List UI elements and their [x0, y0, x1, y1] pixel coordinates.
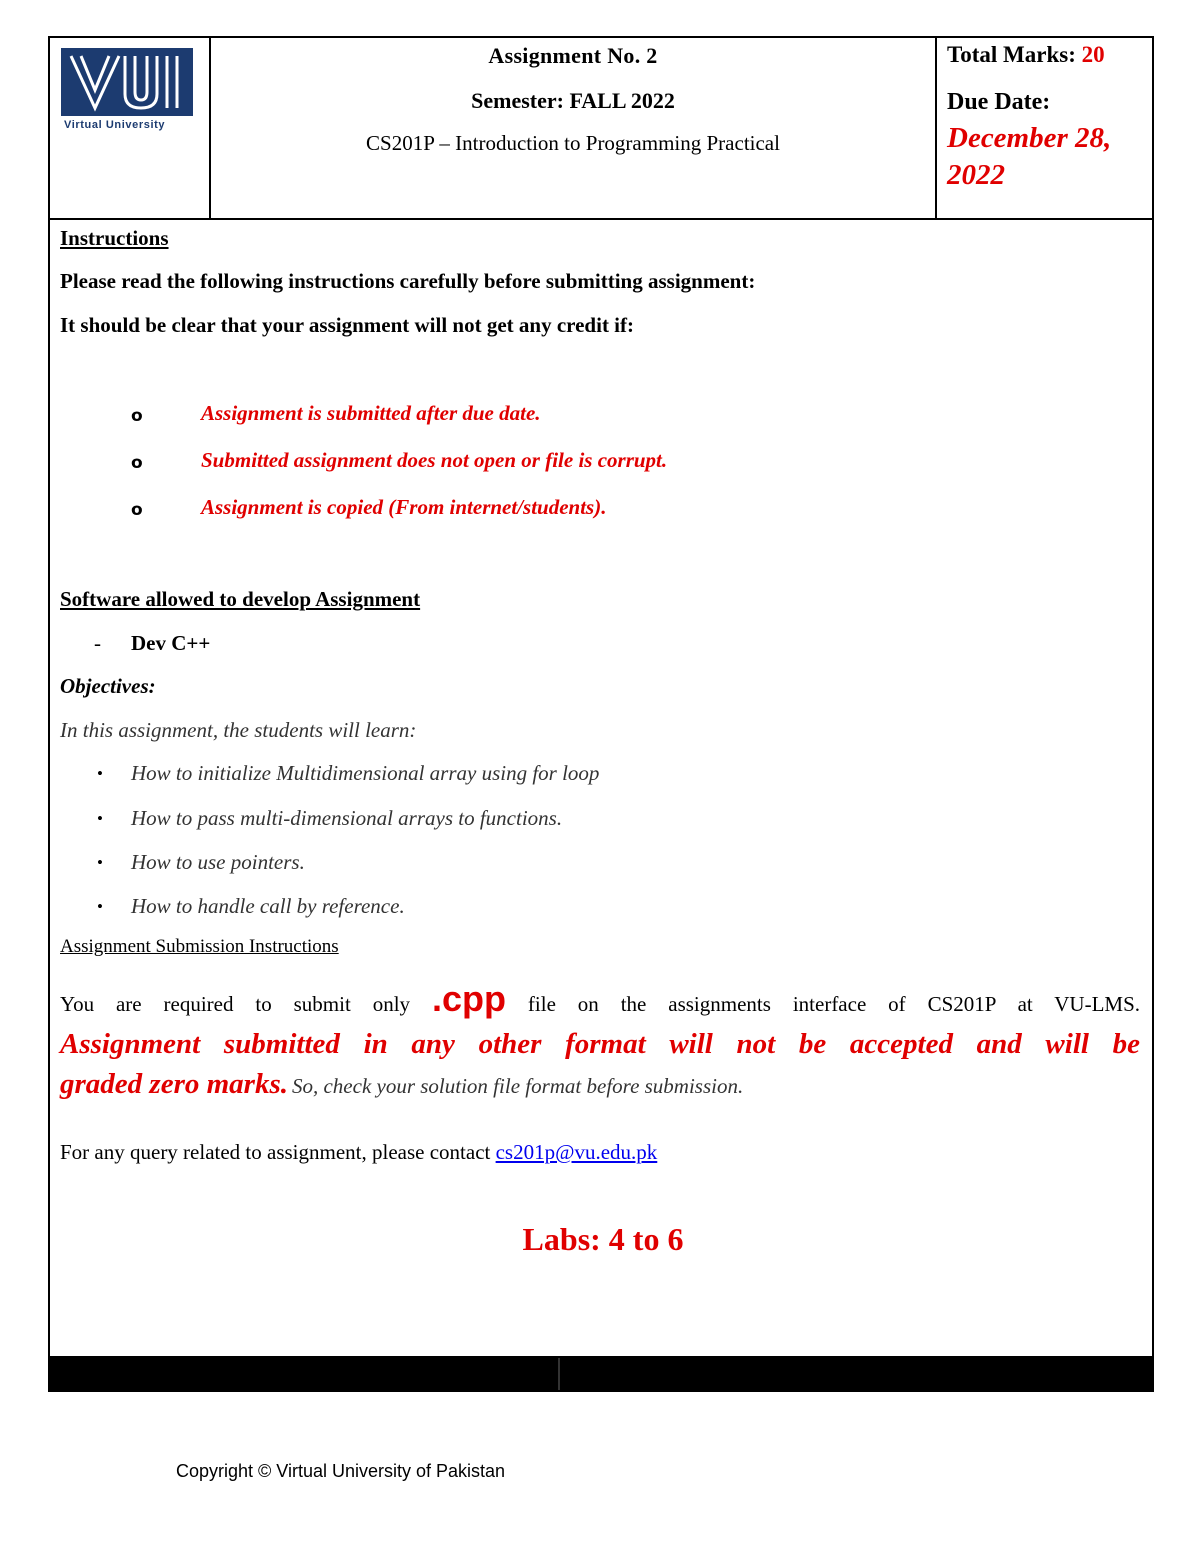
- submission-paragraph: [60, 979, 1140, 1109]
- due-date-line-2: 2022: [947, 159, 1005, 191]
- submission-title: Assignment Submission Instructions: [60, 936, 339, 957]
- due-date-label: Due Date:: [947, 89, 1051, 115]
- marks-cell: [937, 38, 1152, 218]
- file-extension: .cpp: [431, 978, 506, 1019]
- circle-bullet-icon: o: [131, 500, 143, 520]
- objective-item: How to initialize Multidimensional array using for loop: [131, 761, 600, 785]
- objectives-intro: In this assignment, the students will learn:: [60, 718, 417, 742]
- bullet-icon: •: [97, 897, 103, 916]
- instructions-title: Instructions: [60, 226, 169, 250]
- logo-cell: [50, 38, 211, 218]
- vu-logo: [61, 48, 195, 131]
- total-marks-label: Total Marks:: [947, 42, 1082, 67]
- total-marks: [947, 42, 1152, 68]
- semester: Semester: FALL 2022: [471, 88, 675, 113]
- copyright-notice: Copyright © Virtual University of Pakistan: [176, 1461, 506, 1481]
- submission-text-1: You are required to submit only: [60, 992, 411, 1016]
- course-title: CS201P – Introduction to Programming Practical: [366, 131, 780, 155]
- instructions-line-2: It should be clear that your assignment will not get any credit if:: [60, 313, 635, 337]
- assignment-body: [48, 218, 1154, 1358]
- objective-item: How to pass multi-dimensional arrays to functions.: [131, 806, 563, 830]
- footer-bar-divider: [558, 1358, 560, 1390]
- contact-email-link[interactable]: cs201p@vu.edu.pk: [495, 1140, 658, 1164]
- submission-line-1: [60, 979, 1140, 1024]
- submission-warning-1: Assignment submitted in any other format will not be accepted and will be: [60, 1028, 1140, 1060]
- credit-condition-item: Assignment is copied (From internet/students).: [201, 495, 607, 519]
- bullet-icon: •: [97, 764, 103, 783]
- logo-text: Virtual University: [64, 119, 166, 131]
- objective-item: How to use pointers.: [131, 850, 305, 874]
- total-marks-value: 20: [1081, 42, 1105, 67]
- circle-bullet-icon: o: [131, 406, 143, 426]
- query-line: [60, 1140, 657, 1165]
- submission-check-note: So, check your solution file format before submission.: [291, 1074, 744, 1098]
- circle-bullet-icon: o: [131, 453, 143, 473]
- bullet-icon: •: [97, 809, 103, 828]
- vu-logo-mark: [61, 48, 193, 116]
- query-text: For any query related to assignment, please contact: [60, 1140, 491, 1164]
- title-cell: [211, 38, 937, 218]
- credit-condition-item: Assignment is submitted after due date.: [201, 401, 541, 425]
- objectives-title: Objectives:: [60, 674, 156, 698]
- due-date-line-1: December 28,: [947, 122, 1112, 154]
- due-date-value: [947, 120, 1152, 194]
- assignment-number: Assignment No. 2: [488, 43, 658, 68]
- submission-warning-2: graded zero marks.: [60, 1068, 288, 1100]
- footer-bar: [48, 1356, 1154, 1392]
- dash-bullet-icon: -: [94, 631, 101, 655]
- bullet-icon: •: [97, 853, 103, 872]
- submission-line-3: [60, 1064, 1140, 1109]
- instructions-line-1: Please read the following instructions carefully before submitting assignment:: [60, 269, 756, 293]
- labs-range: Labs: 4 to 6: [522, 1221, 684, 1257]
- assignment-header: [48, 36, 1154, 220]
- submission-text-2: file on the assignments interface of CS201P at VU-LMS.: [527, 992, 1141, 1016]
- objective-item: How to handle call by reference.: [131, 894, 405, 918]
- credit-condition-item: Submitted assignment does not open or file is corrupt.: [201, 448, 668, 472]
- software-title: Software allowed to develop Assignment: [60, 587, 421, 611]
- software-item: Dev C++: [131, 631, 211, 655]
